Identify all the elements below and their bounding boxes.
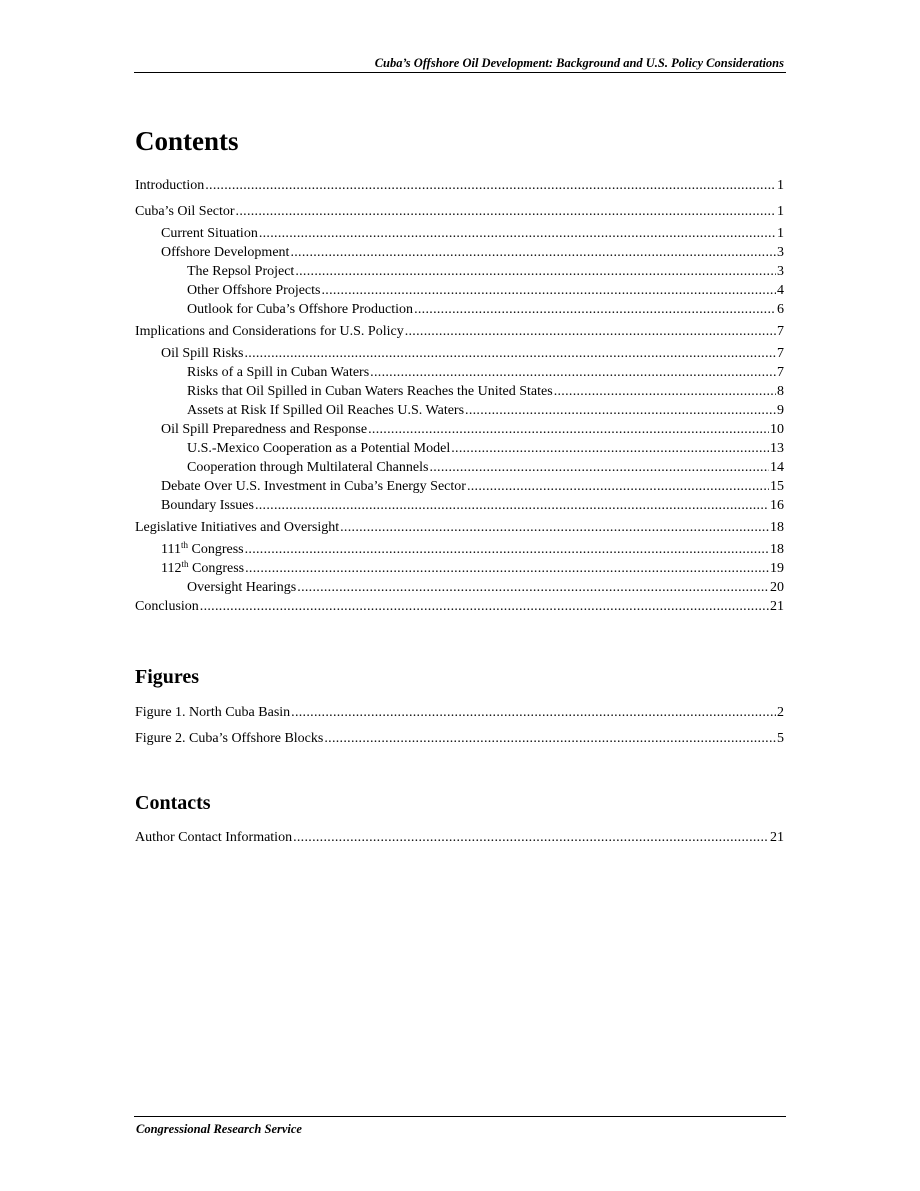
running-header (134, 56, 786, 73)
toc-entry-page: 6 (777, 302, 784, 317)
toc-entry-page: 21 (770, 599, 784, 614)
toc-entry-page: 1 (777, 178, 784, 193)
toc-entry-title: Conclusion (135, 599, 199, 614)
leader-dots (429, 460, 769, 476)
toc-entry-page: 7 (777, 324, 784, 339)
toc-entry-page: 3 (777, 245, 784, 260)
leader-dots (205, 178, 776, 194)
leader-dots (200, 599, 769, 615)
leader-dots (322, 283, 777, 299)
toc-entry-page: 7 (777, 346, 784, 361)
leader-dots (451, 441, 769, 457)
running-footer-text: Congressional Research Service (136, 1122, 302, 1136)
leader-dots (255, 498, 769, 514)
toc-entry-page: 20 (770, 580, 784, 595)
toc-entry-multilateral-channels[interactable] (135, 460, 784, 476)
toc-entry-page: 9 (777, 403, 784, 418)
toc-entry-repsol-project[interactable] (135, 264, 784, 280)
toc-entry-title: Other Offshore Projects (187, 283, 321, 298)
toc-entry-title: Risks that Oil Spilled in Cuban Waters Reaches the United States (187, 384, 553, 399)
toc-entry-page: 1 (777, 204, 784, 219)
leader-dots (290, 245, 776, 261)
leader-dots (465, 403, 776, 419)
leader-dots (295, 264, 776, 280)
toc-entry-title: U.S.-Mexico Cooperation as a Potential Model (187, 441, 451, 456)
toc-entry-oil-spill-risks[interactable] (135, 346, 784, 362)
toc-entry-title: The Repsol Project (187, 264, 295, 279)
toc-entry-introduction[interactable] (135, 178, 784, 194)
toc-entry-current-situation[interactable] (135, 226, 784, 242)
contact-entry-author[interactable] (135, 830, 784, 846)
toc-entry-title: Current Situation (161, 226, 258, 241)
toc-entry-page: 16 (770, 498, 784, 513)
toc-entry-offshore-development[interactable] (135, 245, 784, 261)
leader-dots (297, 580, 769, 596)
toc-entry-preparedness-response[interactable] (135, 422, 784, 438)
toc-entry-title: Risks of a Spill in Cuban Waters (187, 365, 370, 380)
toc-entry-title: Offshore Development (161, 245, 290, 260)
toc-entry-page: 18 (770, 520, 784, 535)
figure-entry-page: 5 (777, 731, 784, 746)
toc-entry-title: Oil Spill Risks (161, 346, 244, 361)
toc-entry-page: 8 (777, 384, 784, 399)
toc-entry-title: Debate Over U.S. Investment in Cuba’s Energy Sector (161, 479, 466, 494)
contacts-heading: Contacts (135, 792, 211, 814)
toc-entry-risks-spill-cuban-waters[interactable] (135, 365, 784, 381)
toc-entry-implications[interactable] (135, 324, 784, 340)
toc-entry-title: 112th Congress (161, 559, 245, 576)
toc-entry-legislative-initiatives[interactable] (135, 520, 784, 536)
toc-entry-page: 18 (770, 542, 784, 557)
figures-section (135, 665, 784, 689)
contacts-list (135, 830, 784, 846)
leader-dots (245, 542, 769, 558)
toc-entry-title: Oil Spill Preparedness and Response (161, 422, 368, 437)
leader-dots (293, 830, 769, 846)
toc-entry-title: Outlook for Cuba’s Offshore Production (187, 302, 414, 317)
toc-entry-page: 13 (770, 441, 784, 456)
toc-entry-title: Implications and Considerations for U.S. Policy (135, 324, 404, 339)
leader-dots (245, 561, 769, 577)
toc-entry-page: 15 (770, 479, 784, 494)
contents-section (135, 125, 784, 157)
toc-entry-title: 111th Congress (161, 540, 244, 557)
toc-entry-page: 4 (777, 283, 784, 298)
contents-heading: Contents (135, 126, 239, 156)
toc-entry-cuba-oil-sector[interactable] (135, 204, 784, 220)
leader-dots (370, 365, 776, 381)
toc-entry-debate-investment[interactable] (135, 479, 784, 495)
toc-entry-page: 1 (777, 226, 784, 241)
toc-entry-112th-congress[interactable] (135, 561, 784, 577)
running-header-text: Cuba’s Offshore Oil Development: Background and U.S. Policy Considerations (374, 56, 784, 70)
figures-heading: Figures (135, 666, 200, 688)
leader-dots (291, 705, 776, 721)
figure-entry-2[interactable] (135, 731, 784, 747)
contact-entry-title: Author Contact Information (135, 830, 293, 845)
figure-entry-title: Figure 2. Cuba’s Offshore Blocks (135, 731, 324, 746)
contacts-section (135, 791, 784, 815)
toc-entry-risks-reaches-us[interactable] (135, 384, 784, 400)
toc-entry-page: 14 (770, 460, 784, 475)
toc-entry-oversight-hearings[interactable] (135, 580, 784, 596)
toc-entry-conclusion[interactable] (135, 599, 784, 615)
toc-entry-page: 10 (770, 422, 784, 437)
toc-entry-111th-congress[interactable] (135, 542, 784, 558)
toc-list (135, 178, 784, 615)
toc-entry-title: Legislative Initiatives and Oversight (135, 520, 340, 535)
leader-dots (405, 324, 776, 340)
running-footer (134, 1116, 786, 1136)
leader-dots (244, 346, 776, 362)
leader-dots (324, 731, 776, 747)
toc-entry-title: Cuba’s Oil Sector (135, 204, 235, 219)
contact-entry-page: 21 (770, 830, 784, 845)
toc-entry-outlook[interactable] (135, 302, 784, 318)
toc-entry-page: 7 (777, 365, 784, 380)
figures-list (135, 705, 784, 747)
toc-entry-other-offshore-projects[interactable] (135, 283, 784, 299)
figure-entry-title: Figure 1. North Cuba Basin (135, 705, 291, 720)
leader-dots (554, 384, 776, 400)
leader-dots (340, 520, 769, 536)
toc-entry-page: 19 (770, 561, 784, 576)
leader-dots (368, 422, 769, 438)
leader-dots (259, 226, 776, 242)
toc-entry-assets-at-risk[interactable] (135, 403, 784, 419)
toc-entry-title: Oversight Hearings (187, 580, 297, 595)
leader-dots (414, 302, 776, 318)
toc-entry-page: 3 (777, 264, 784, 279)
leader-dots (467, 479, 769, 495)
toc-entry-title: Boundary Issues (161, 498, 254, 513)
figure-entry-1[interactable] (135, 705, 784, 721)
toc-entry-title: Cooperation through Multilateral Channels (187, 460, 429, 475)
toc-entry-us-mexico-cooperation[interactable] (135, 441, 784, 457)
figure-entry-page: 2 (777, 705, 784, 720)
toc-entry-title: Introduction (135, 178, 205, 193)
leader-dots (236, 204, 776, 220)
toc-entry-boundary-issues[interactable] (135, 498, 784, 514)
toc-entry-title: Assets at Risk If Spilled Oil Reaches U.S. Waters (187, 403, 465, 418)
